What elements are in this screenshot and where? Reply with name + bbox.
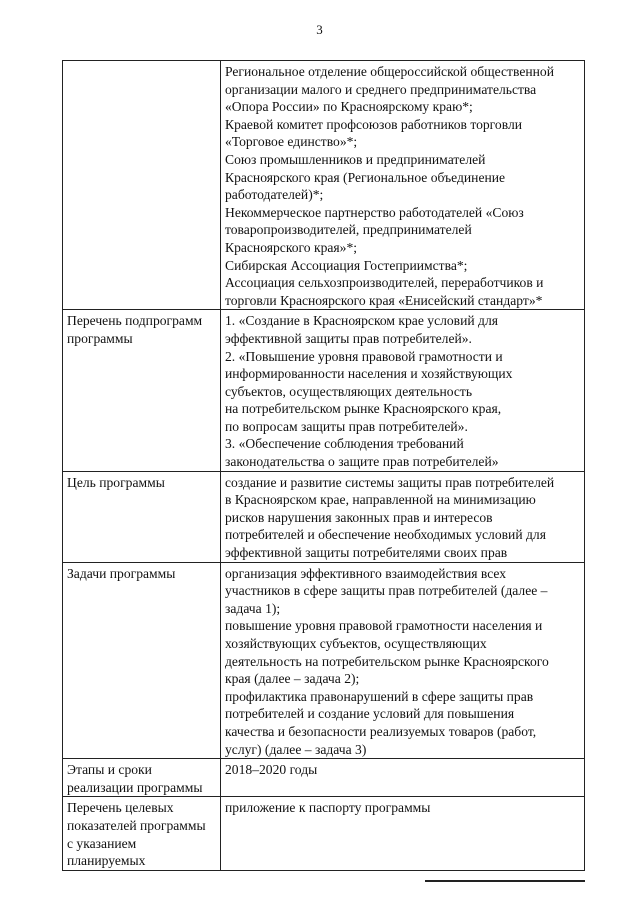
row-content-line: работодателей)*; — [225, 187, 324, 203]
table-row — [63, 797, 585, 870]
row-content-line: услуг) (далее – задача 3) — [225, 741, 367, 757]
row-content-line: повышение уровня правовой грамотности населения и — [225, 618, 543, 634]
page-number: 3 — [316, 22, 323, 37]
row-content-line: информированности населения и хозяйствующих — [225, 366, 513, 382]
row-content-line: торговли Красноярского края «Енисейский стандарт»* — [225, 292, 543, 308]
row-label-cell — [63, 797, 221, 870]
row-content-line: приложение к паспорту программы — [225, 800, 431, 816]
row-content-line: Некоммерческое партнерство работодателей «Союз — [225, 204, 524, 220]
row-content-line: товаропроизводителей, предпринимателей — [225, 222, 472, 238]
row-content-line: потребителей и обеспечение необходимых условий для — [225, 527, 546, 543]
row-label-cell — [63, 471, 221, 562]
row-content-line: Краевой комитет профсоюзов работников торговли — [225, 116, 523, 132]
table-body — [63, 61, 585, 871]
row-content-line: создание и развитие системы защиты прав потребителей — [225, 474, 555, 490]
table-row — [63, 61, 585, 310]
row-content-cell — [221, 797, 585, 870]
row-content-cell — [221, 759, 585, 797]
row-content-line: края (далее – задача 2); — [225, 671, 360, 687]
row-content-line: организация эффективного взаимодействия всех — [225, 565, 507, 581]
row-content-line: «Опора России» по Красноярскому краю*; — [225, 99, 473, 115]
row-content-line: «Торговое единство»*; — [225, 134, 358, 150]
row-content-line: по вопросам защиты прав потребителей». — [225, 418, 468, 434]
row-content-line: законодательства о защите прав потребителей» — [225, 454, 499, 470]
footer-rule — [425, 880, 585, 882]
row-content-line: профилактика правонарушений в сфере защиты прав — [225, 688, 534, 704]
program-passport-table — [62, 60, 585, 871]
row-content-line: рисков нарушения законных прав и интересов — [225, 509, 493, 525]
row-content-line: Ассоциация сельхозпроизводителей, переработчиков и — [225, 275, 544, 291]
row-label-cell — [63, 61, 221, 310]
table-row — [63, 562, 585, 759]
row-content-line: Сибирская Ассоциация Гостеприимства*; — [225, 257, 468, 273]
row-content-line: деятельность на потребительском рынке Красноярского — [225, 653, 549, 669]
row-label-line: программы — [67, 330, 133, 346]
row-content-line: Красноярского края»*; — [225, 239, 358, 255]
row-label-line: Перечень подпрограмм — [67, 313, 203, 329]
row-content-line: качества и безопасности реализуемых товаров (работ, — [225, 723, 537, 739]
row-label-line: Задачи программы — [67, 565, 176, 581]
row-content-line: субъектов, осуществляющих деятельность — [225, 383, 473, 399]
row-content-line: потребителей и создание условий для повышения — [225, 706, 515, 722]
row-content-line: Красноярского края (Региональное объединение — [225, 169, 506, 185]
row-content-line: задача 1); — [225, 600, 281, 616]
row-content-line: организации малого и среднего предпринимательства — [225, 81, 537, 97]
row-content-line: хозяйствующих субъектов, осуществляющих — [225, 636, 487, 651]
row-label-line: Цель программы — [67, 474, 165, 490]
row-content-line: 3. «Обеспечение соблюдения требований — [225, 436, 464, 452]
row-content-cell — [221, 471, 585, 562]
row-content-line: Союз промышленников и предпринимателей — [225, 151, 486, 167]
row-label-cell — [63, 562, 221, 759]
row-content-line: 2018–2020 годы — [225, 762, 318, 778]
table-row — [63, 310, 585, 471]
row-content-cell — [221, 61, 585, 310]
row-label-line: с указанием — [67, 835, 137, 851]
row-content-line: Региональное отделение общероссийской общественной — [225, 64, 554, 79]
row-content-line: на потребительском рынке Красноярского края, — [225, 401, 502, 417]
row-content-cell — [221, 310, 585, 471]
table-row — [63, 471, 585, 562]
row-label-line: реализации программы — [67, 779, 203, 795]
row-label-line: планируемых — [67, 853, 146, 869]
row-label-cell — [63, 759, 221, 797]
row-label-line: показателей программы — [67, 817, 206, 833]
row-label-cell — [63, 310, 221, 471]
row-content-line: 2. «Повышение уровня правовой грамотности и — [225, 348, 503, 364]
row-label-line: Перечень целевых — [67, 800, 174, 816]
table-row — [63, 759, 585, 797]
row-label-line: Этапы и сроки — [67, 762, 152, 778]
row-content-line: эффективной защиты потребителями своих прав — [225, 545, 508, 561]
row-content-cell — [221, 562, 585, 759]
row-content-line: участников в сфере защиты прав потребителей (далее – — [225, 583, 548, 599]
row-content-line: 1. «Создание в Красноярском крае условий для — [225, 313, 499, 329]
row-content-line: в Красноярском крае, направленной на минимизацию — [225, 492, 536, 508]
row-content-line: эффективной защиты прав потребителей». — [225, 330, 472, 346]
